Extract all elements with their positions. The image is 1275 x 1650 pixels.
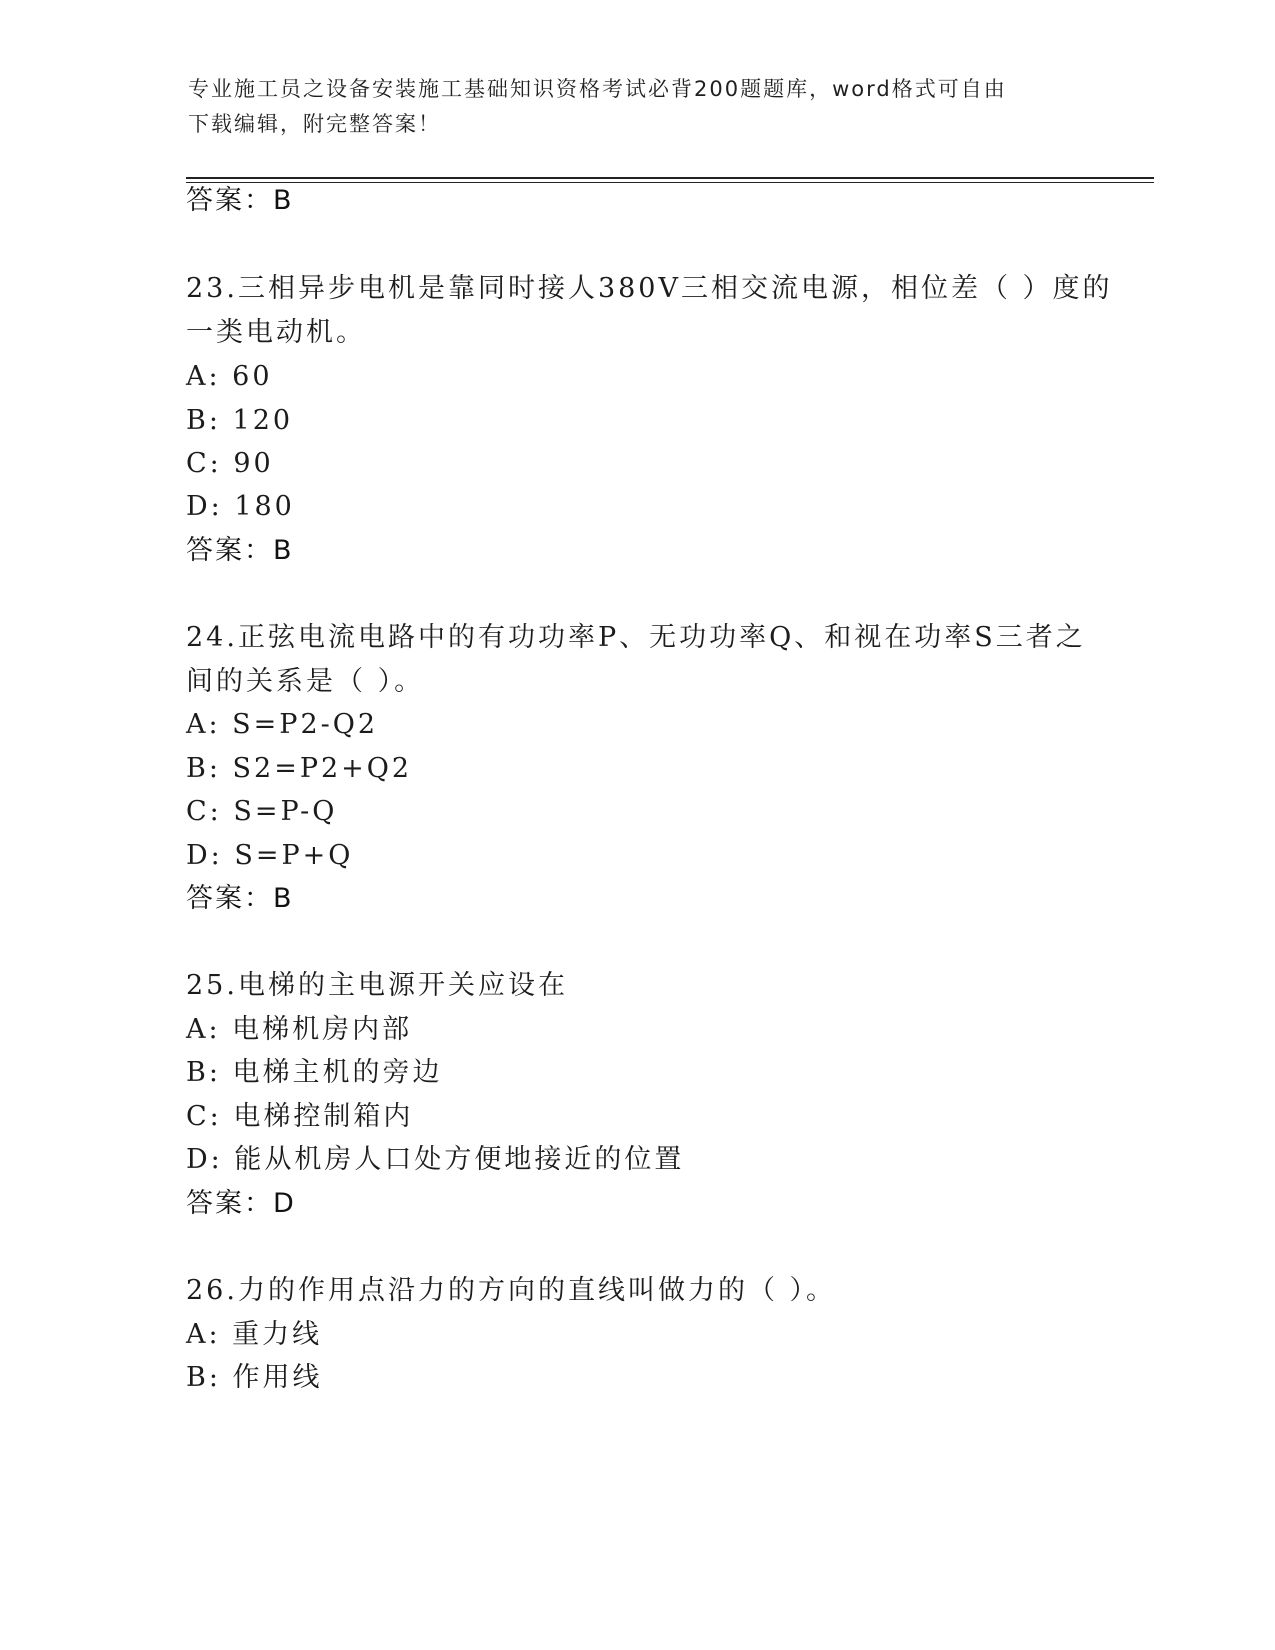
question-25-option-b: B: 电梯主机的旁边	[186, 1057, 443, 1088]
question-25-answer: 答案：D	[186, 1188, 296, 1219]
question-23-option-b: B: 120	[186, 405, 294, 436]
question-24-stem-line-2: 间的关系是（ ）。	[186, 666, 425, 697]
question-25-option-a: A: 电梯机房内部	[186, 1014, 413, 1045]
question-26-option-a: A: 重力线	[186, 1319, 323, 1350]
question-23-stem-line-2: 一类电动机。	[186, 317, 366, 348]
question-23-stem-line-1: 23.三相异步电机是靠同时接人380V三相交流电源，相位差（ ）度的	[186, 273, 1113, 304]
header-divider-thick	[186, 177, 1154, 179]
header-line-2: 下载编辑，附完整答案！	[188, 112, 441, 136]
question-24-answer: 答案：B	[186, 883, 294, 914]
header-line-1: 专业施工员之设备安装施工基础知识资格考试必背200题题库，word格式可自由	[188, 77, 1007, 101]
question-23-answer: 答案：B	[186, 535, 294, 566]
question-24-option-d: D: S=P+Q	[186, 840, 354, 871]
previous-answer: 答案：B	[186, 185, 294, 216]
question-23-option-d: D: 180	[186, 491, 295, 522]
question-24-option-a: A: S=P2-Q2	[186, 709, 379, 740]
question-24-option-b: B: S2=P2+Q2	[186, 753, 413, 784]
question-25-option-c: C: 电梯控制箱内	[186, 1101, 414, 1132]
question-23-option-a: A: 60	[186, 361, 273, 392]
question-25-option-d: D: 能从机房人口处方便地接近的位置	[186, 1144, 685, 1175]
header-divider-thin	[186, 182, 1154, 183]
question-26-stem: 26.力的作用点沿力的方向的直线叫做力的（ ）。	[186, 1275, 837, 1306]
question-23-option-c: C: 90	[186, 448, 274, 479]
question-25-stem: 25.电梯的主电源开关应设在	[186, 970, 568, 1001]
question-24-option-c: C: S=P-Q	[186, 796, 338, 827]
question-24-stem-line-1: 24.正弦电流电路中的有功功率P、无功功率Q、和视在功率S三者之	[186, 622, 1086, 653]
question-26-option-b: B: 作用线	[186, 1362, 323, 1393]
document-header	[188, 72, 1068, 142]
